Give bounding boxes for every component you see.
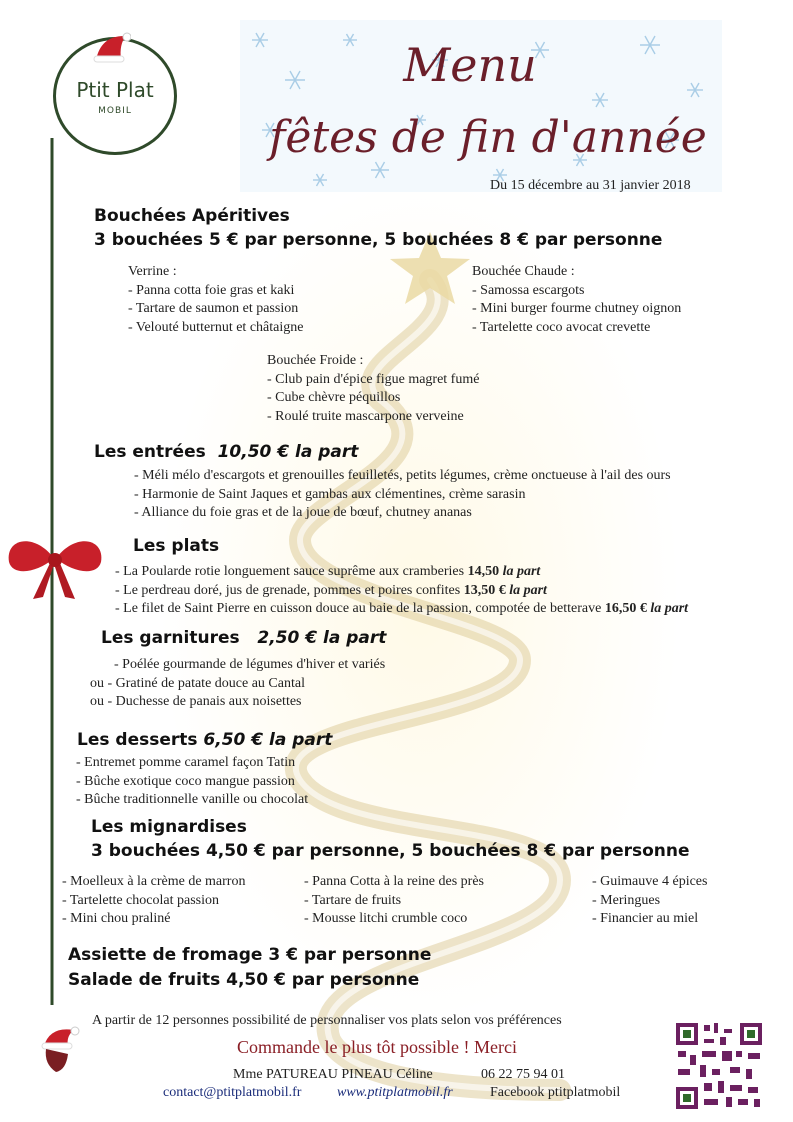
mignardises-price: 3 bouchées 4,50 € par personne, 5 bouchées 8 € par personne bbox=[91, 841, 690, 861]
list-item: - Moelleux à la crème de marron bbox=[62, 874, 246, 889]
personalisation-note: A partir de 12 personnes possibilité de personnaliser vos plats selon vos préférences bbox=[92, 1013, 562, 1028]
list-item: - Club pain d'épice figue magret fumé bbox=[267, 371, 480, 387]
mignardises-col3 bbox=[592, 873, 707, 929]
list-item: - Bûche traditionnelle vanille ou chocolat bbox=[76, 792, 309, 807]
desserts-heading: Les desserts bbox=[77, 730, 198, 750]
list-item: - Cube chèvre péquillos bbox=[267, 390, 401, 405]
entrees-heading-line bbox=[94, 442, 358, 462]
desserts-list bbox=[76, 754, 308, 810]
desserts-heading-line bbox=[77, 730, 332, 750]
website-link[interactable]: www.ptitplatmobil.fr bbox=[337, 1085, 453, 1100]
list-item: - Panna Cotta à la reine des près bbox=[304, 874, 484, 889]
santa-hat-icon bbox=[36, 1024, 80, 1074]
menu-title: Menu bbox=[403, 38, 537, 92]
entrees-list bbox=[134, 467, 671, 523]
fruits-line: Salade de fruits 4,50 € par personne bbox=[68, 970, 420, 990]
plats-list bbox=[115, 563, 688, 619]
logo-line1: Ptit Plat bbox=[76, 78, 154, 102]
date-range: Du 15 décembre au 31 janvier 2018 bbox=[490, 178, 691, 193]
plat-price: 16,50 € bbox=[604, 601, 647, 616]
list-item bbox=[115, 582, 688, 601]
desserts-price: 6,50 € la part bbox=[203, 730, 333, 750]
list-item: - Samossa escargots bbox=[472, 282, 585, 298]
list-item bbox=[115, 600, 688, 619]
contact-email[interactable]: contact@ptitplatmobil.fr bbox=[163, 1085, 302, 1100]
bouchees-heading: Bouchées Apéritives bbox=[94, 206, 290, 226]
list-item: ou - Gratiné de patate douce au Cantal bbox=[90, 675, 305, 691]
order-call: Commande le plus tôt possible ! Merci bbox=[237, 1037, 517, 1057]
garnitures-price: 2,50 € la part bbox=[257, 628, 387, 648]
list-item: - Entremet pomme caramel façon Tatin bbox=[76, 755, 296, 770]
santa-hat-icon bbox=[91, 30, 131, 64]
list-item: - Tartelette coco avocat crevette bbox=[472, 319, 651, 335]
mignardises-col1 bbox=[62, 873, 245, 929]
chaude-list bbox=[472, 263, 681, 337]
list-item: - Tartare de fruits bbox=[304, 892, 402, 908]
mignardises-col2 bbox=[304, 873, 484, 929]
list-item: - Harmonie de Saint Jaques et gambas aux clémentines, crème sarasin bbox=[134, 486, 526, 502]
logo-line2: MOBIL bbox=[98, 106, 132, 116]
list-item: - Mini burger fourme chutney oignon bbox=[472, 301, 682, 316]
list-item: - Velouté butternut et châtaigne bbox=[128, 319, 304, 335]
contact-phone[interactable]: 06 22 75 94 01 bbox=[481, 1067, 565, 1082]
chaude-title: Bouchée Chaude : bbox=[472, 264, 575, 279]
plat-text: - Le filet de Saint Pierre en cuisson douce au baie de la passion, compotée de betterave bbox=[115, 601, 605, 616]
red-bow-icon bbox=[3, 527, 107, 607]
list-item: - Mousse litchi crumble coco bbox=[304, 911, 468, 926]
garnitures-heading: Les garnitures bbox=[101, 628, 240, 648]
list-item: - Guimauve 4 épices bbox=[592, 874, 708, 889]
verrine-title: Verrine : bbox=[128, 264, 177, 279]
plat-unit: la part bbox=[505, 582, 547, 598]
menu-subtitle: fêtes de fin d'année bbox=[269, 112, 707, 163]
facebook-link[interactable]: Facebook ptitplatmobil bbox=[490, 1085, 621, 1100]
plat-unit: la part bbox=[499, 564, 541, 579]
list-item: - Roulé truite mascarpone verveine bbox=[267, 408, 464, 424]
plat-unit: la part bbox=[646, 601, 689, 616]
plat-price: 13,50 € bbox=[463, 582, 506, 598]
froide-list bbox=[267, 352, 479, 426]
logo bbox=[53, 37, 177, 155]
list-item: - Meringues bbox=[592, 892, 661, 908]
plat-text: - Le perdreau doré, jus de grenade, pommes et poires confites bbox=[115, 582, 464, 598]
entrees-heading: Les entrées bbox=[94, 442, 206, 462]
list-item: - Mini chou praliné bbox=[62, 911, 171, 926]
bouchees-price: 3 bouchées 5 € par personne, 5 bouchées 8 € par personne bbox=[94, 230, 663, 250]
verrine-list bbox=[128, 263, 303, 337]
list-item: - Bûche exotique coco mangue passion bbox=[76, 773, 295, 789]
contact-name: Mme PATUREAU PINEAU Céline bbox=[233, 1067, 433, 1082]
entrees-price: 10,50 € la part bbox=[217, 442, 359, 462]
list-item: ou - Duchesse de panais aux noisettes bbox=[90, 694, 302, 709]
list-item: - Tartelette chocolat passion bbox=[62, 892, 219, 908]
list-item: - Poélée gourmande de légumes d'hiver et variés bbox=[114, 657, 386, 672]
plat-price: 14,50 bbox=[467, 564, 500, 579]
list-item: - Méli mélo d'escargots et grenouilles feuilletés, petits légumes, crème onctueuse à l'ail des ours bbox=[134, 468, 671, 483]
list-item: - Panna cotta foie gras et kaki bbox=[128, 282, 295, 298]
qr-code[interactable] bbox=[674, 1021, 764, 1111]
froide-title: Bouchée Froide : bbox=[267, 353, 364, 368]
mignardises-heading: Les mignardises bbox=[91, 817, 247, 837]
fromage-line: Assiette de fromage 3 € par personne bbox=[68, 945, 432, 965]
list-item: - Alliance du foie gras et de la joue de bœuf, chutney ananas bbox=[134, 505, 472, 520]
list-item bbox=[115, 563, 688, 582]
plat-text: - La Poularde rotie longuement sauce suprême aux cramberies bbox=[115, 564, 468, 579]
garnitures-list bbox=[90, 656, 385, 712]
list-item: - Financier au miel bbox=[592, 911, 699, 926]
plats-heading: Les plats bbox=[133, 536, 220, 556]
list-item: - Tartare de saumon et passion bbox=[128, 301, 299, 316]
garnitures-heading-line bbox=[101, 628, 386, 648]
